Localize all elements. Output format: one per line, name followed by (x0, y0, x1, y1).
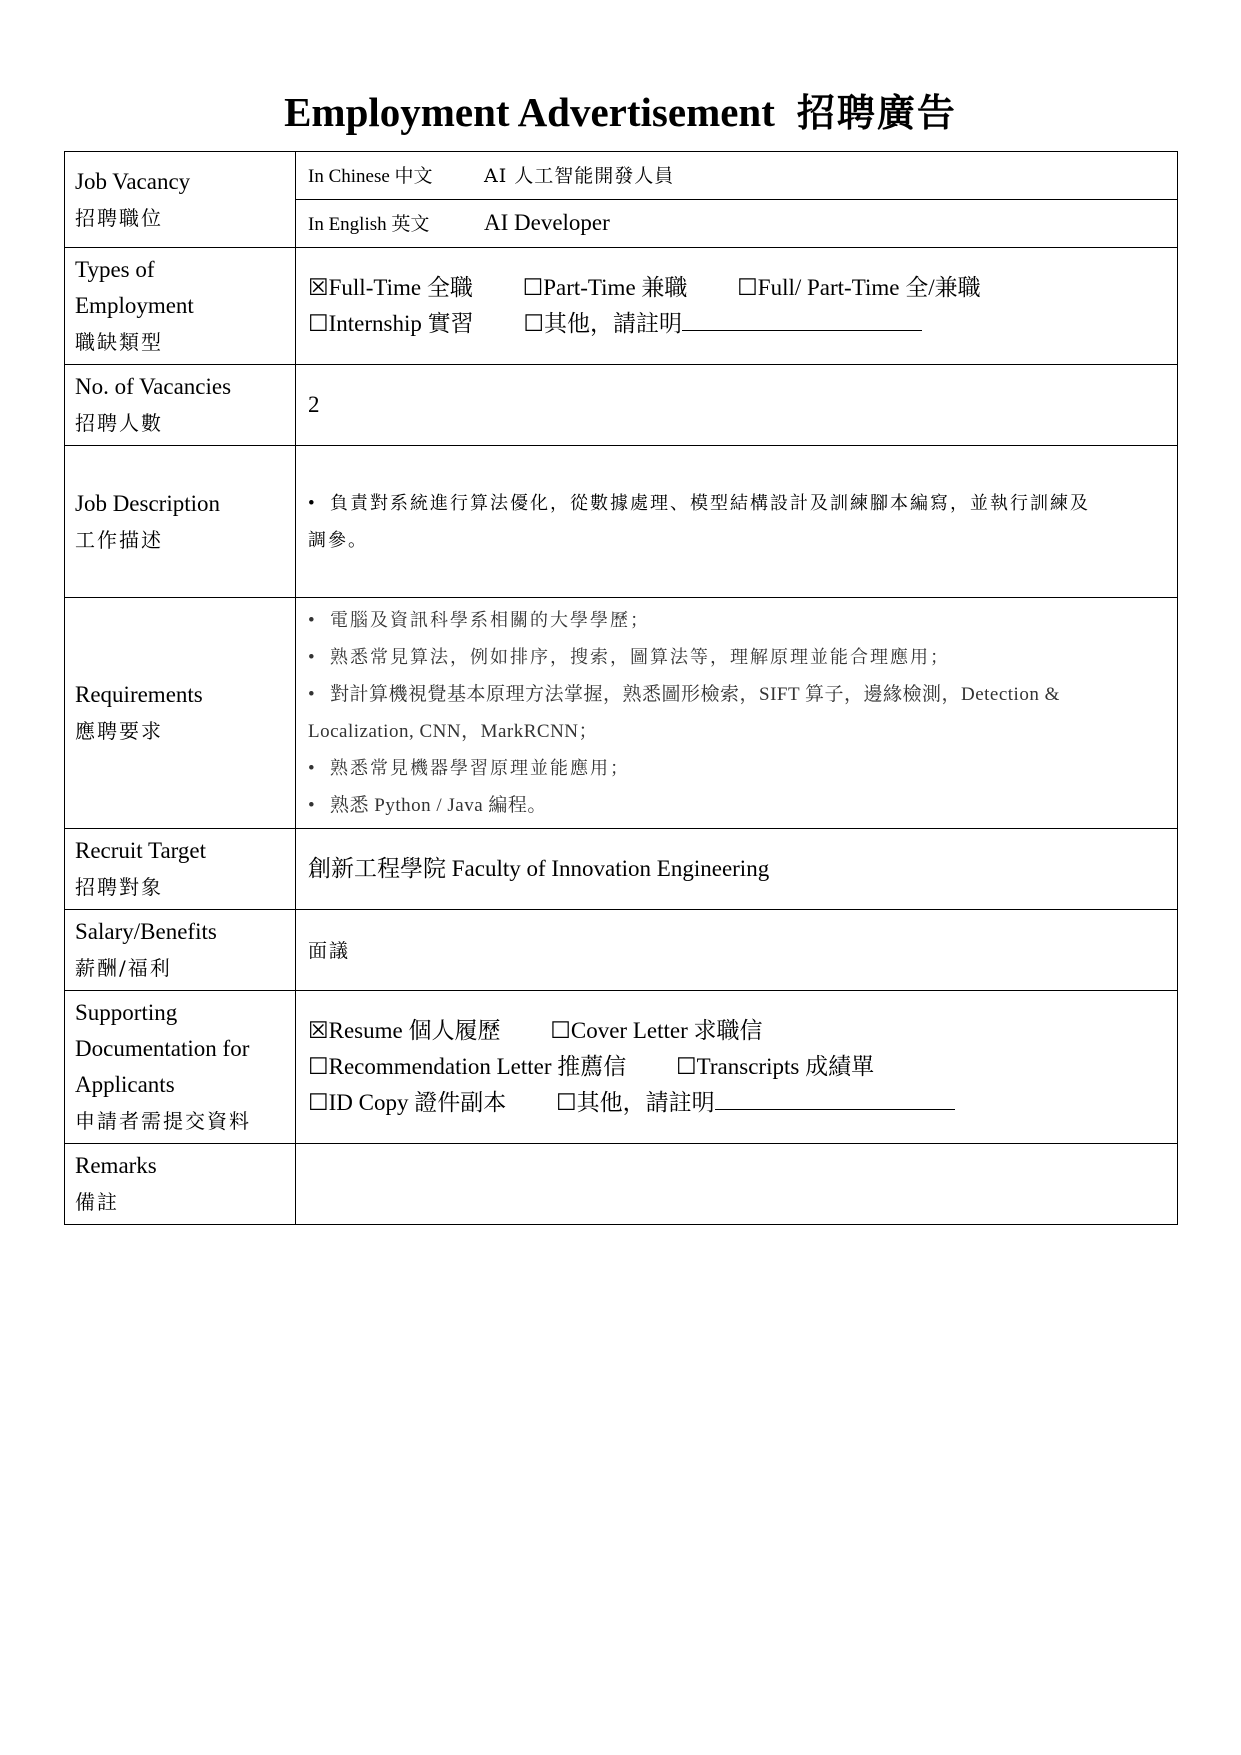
requirements-value (296, 598, 1178, 829)
bullet-icon: • (308, 647, 316, 668)
job-vacancy-label-zh: 招聘職位 (75, 205, 163, 230)
documents-options (296, 991, 1178, 1144)
checkbox-empty-icon[interactable]: ☐ (308, 311, 329, 336)
description-label-zh: 工作描述 (75, 527, 163, 552)
types-row (65, 248, 1178, 365)
checkbox-empty-icon[interactable]: ☐ (556, 1090, 577, 1115)
option-full-part-time[interactable] (737, 270, 980, 306)
bullet-icon: • (308, 492, 316, 514)
remarks-value[interactable] (296, 1144, 1178, 1225)
advertisement-table (64, 151, 1178, 1225)
documents-label-en-2: Documentation for (75, 1036, 250, 1061)
page-title (0, 84, 1241, 141)
salary-label-en: Salary/Benefits (75, 919, 217, 944)
option-transcripts-label: Transcripts 成績單 (696, 1054, 875, 1079)
description-value (296, 446, 1178, 598)
requirement-3b: Localization, CNN，MarkRCNN； (308, 721, 599, 742)
salary-value-text: 面議 (308, 939, 351, 962)
job-vacancy-label (65, 152, 296, 248)
job-vacancy-label-en: Job Vacancy (75, 168, 191, 194)
vacancies-label-en: No. of Vacancies (75, 374, 232, 399)
checkbox-empty-icon[interactable]: ☐ (676, 1054, 697, 1079)
description-label-en: Job Description (75, 490, 221, 516)
option-part-time[interactable] (523, 270, 688, 306)
vacancies-value: 2 (296, 365, 1178, 446)
option-id-copy[interactable] (308, 1085, 506, 1121)
bullet-icon: • (308, 795, 316, 816)
checkbox-empty-icon[interactable]: ☐ (308, 1054, 329, 1079)
types-label (65, 248, 296, 365)
checkbox-empty-icon[interactable]: ☐ (308, 1090, 329, 1115)
other-fill-line[interactable] (682, 308, 922, 331)
description-line-2: 調參。 (308, 529, 368, 551)
types-options (296, 248, 1178, 365)
option-recommendation[interactable] (308, 1049, 626, 1085)
remarks-row (65, 1144, 1178, 1225)
option-full-time[interactable] (308, 270, 473, 306)
recruit-target-row (65, 829, 1178, 910)
option-internship-label: Internship 實習 (328, 311, 474, 336)
checkbox-checked-icon[interactable]: ☒ (308, 1018, 329, 1043)
requirement-1: 電腦及資訊科學系相關的大學學歷； (330, 610, 650, 631)
recruit-target-label-zh: 招聘對象 (75, 875, 163, 899)
option-transcripts[interactable] (676, 1049, 874, 1085)
salary-value (296, 910, 1178, 991)
requirement-4: 熟悉常見機器學習原理並能應用； (330, 758, 630, 779)
recruit-target-label-en: Recruit Target (75, 838, 207, 863)
requirement-5: 熟悉 Python / Java 編程。 (330, 795, 547, 816)
option-part-time-label: Part-Time 兼職 (543, 275, 688, 300)
documents-label-en-3: Applicants (75, 1072, 175, 1097)
checkbox-empty-icon[interactable]: ☐ (550, 1018, 571, 1043)
vacancies-row (65, 365, 1178, 446)
option-other-document[interactable] (556, 1090, 955, 1115)
option-resume[interactable] (308, 1013, 500, 1049)
option-internship[interactable] (308, 306, 474, 342)
salary-label-zh: 薪酬/福利 (75, 956, 172, 980)
description-label (65, 446, 296, 598)
documents-label (65, 991, 296, 1144)
checkbox-empty-icon[interactable]: ☐ (522, 275, 544, 300)
title-en: Employment Advertisement (284, 89, 775, 135)
option-other[interactable] (523, 311, 922, 336)
description-row (65, 446, 1178, 598)
in-english-value: AI Developer (484, 209, 610, 235)
option-full-time-label: Full-Time 全職 (328, 275, 473, 300)
vacancies-label-zh: 招聘人數 (75, 411, 163, 435)
description-line-1: 負責對系統進行算法優化，從數據處理、模型結構設計及訓練腳本編寫，並執行訓練及 (330, 492, 1090, 514)
option-cover-letter-label: Cover Letter 求職信 (570, 1018, 763, 1043)
title-zh: 招聘廣告 (796, 90, 957, 135)
requirement-3a: 對計算機視覺基本原理方法掌握，熟悉圖形檢索，SIFT 算子，邊緣檢測，Detection & (330, 684, 1060, 705)
requirements-row (65, 598, 1178, 829)
salary-row (65, 910, 1178, 991)
types-label-en-1: Types of (75, 257, 155, 282)
option-cover-letter[interactable] (550, 1013, 762, 1049)
remarks-label (65, 1144, 296, 1225)
vacancies-label (65, 365, 296, 446)
documents-label-en-1: Supporting (75, 1000, 178, 1025)
documents-label-zh: 申請者需提交資料 (75, 1109, 251, 1133)
job-vacancy-row-chinese (65, 152, 1178, 200)
types-label-en-2: Employment (75, 293, 194, 318)
recruit-target-label (65, 829, 296, 910)
bullet-icon: • (308, 684, 316, 705)
salary-label (65, 910, 296, 991)
requirements-label-zh: 應聘要求 (75, 719, 163, 743)
bullet-icon: • (308, 758, 316, 779)
remarks-label-en: Remarks (75, 1153, 157, 1178)
in-chinese-label: In Chinese 中文 (308, 165, 433, 187)
other-document-fill-line[interactable] (715, 1087, 955, 1110)
in-english-label: In English 英文 (308, 213, 430, 235)
checkbox-checked-icon[interactable]: ☒ (308, 275, 329, 300)
option-id-copy-label: ID Copy 證件副本 (328, 1090, 507, 1115)
recruit-target-value: 創新工程學院 Faculty of Innovation Engineering (296, 829, 1178, 910)
checkbox-empty-icon[interactable]: ☐ (737, 275, 758, 300)
requirements-label-en: Requirements (75, 682, 203, 707)
job-vacancy-chinese-cell (296, 152, 1178, 200)
option-recommendation-label: Recommendation Letter 推薦信 (328, 1054, 627, 1079)
requirements-label (65, 598, 296, 829)
types-label-zh: 職缺類型 (75, 330, 163, 354)
documents-row (65, 991, 1178, 1144)
job-vacancy-english-cell (296, 200, 1178, 248)
option-full-part-time-label: Full/ Part-Time 全/兼職 (757, 275, 981, 300)
requirement-2: 熟悉常見算法，例如排序，搜索，圖算法等，理解原理並能合理應用； (330, 647, 950, 668)
option-other-document-label: 其他，請註明 (576, 1090, 715, 1115)
option-resume-label: Resume 個人履歷 (328, 1018, 501, 1043)
bullet-icon: • (308, 610, 316, 631)
checkbox-empty-icon[interactable]: ☐ (523, 311, 545, 336)
option-other-label: 其他，請註明 (544, 311, 683, 336)
in-chinese-value: AI 人工智能開發人員 (484, 164, 675, 187)
remarks-label-zh: 備註 (75, 1190, 119, 1214)
